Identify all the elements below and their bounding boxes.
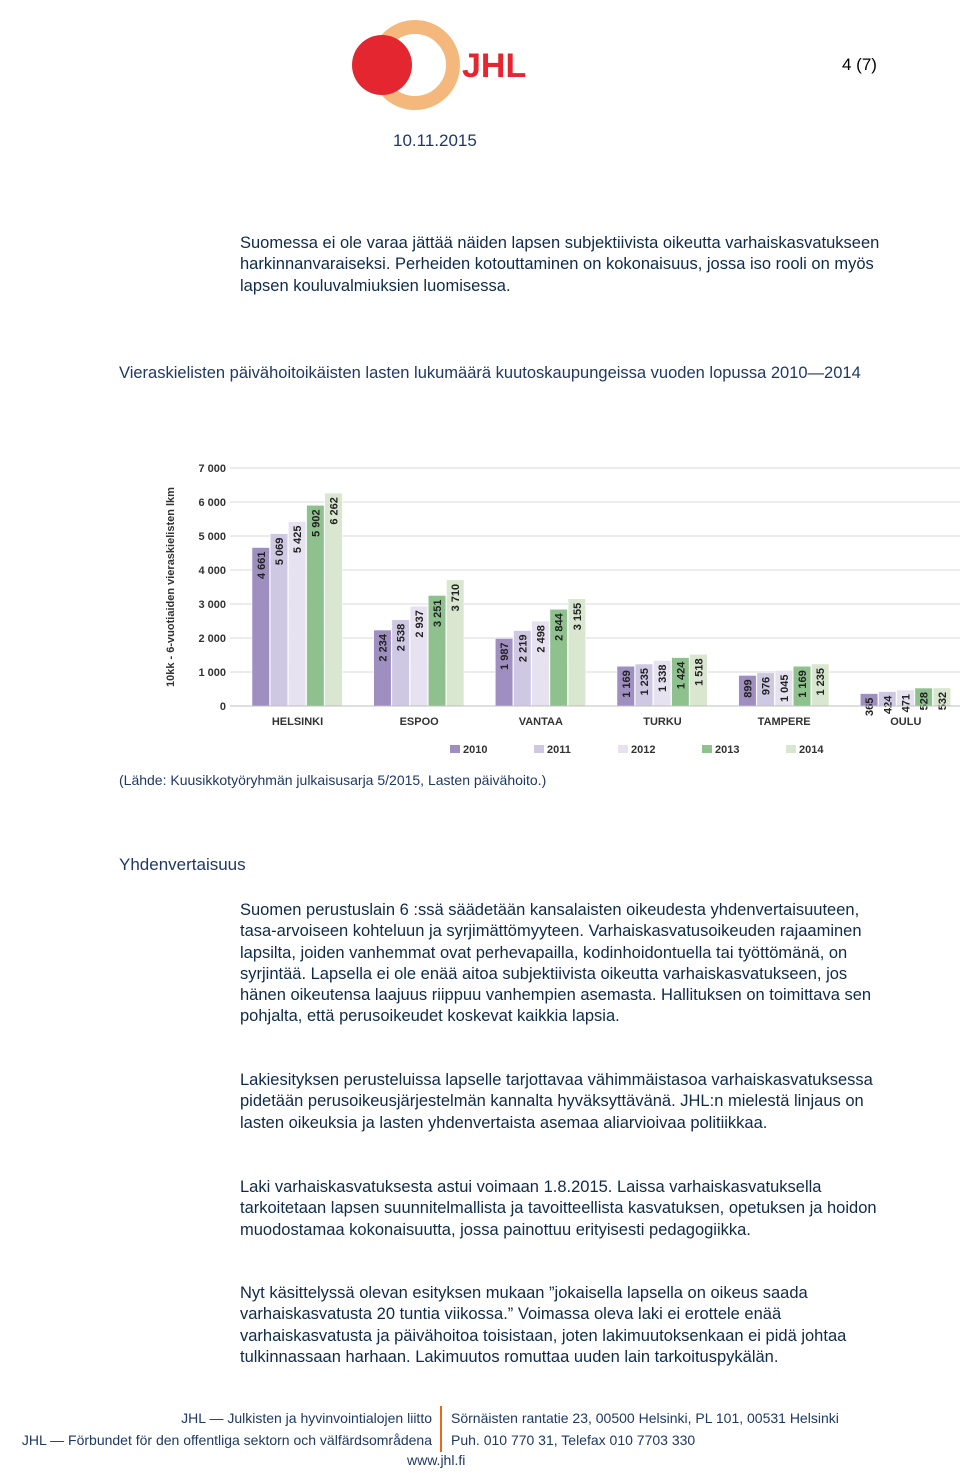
- document-date: 10.11.2015: [393, 131, 477, 150]
- figure-caption: Vieraskielisten päivähoitoikäisten lasten lukumäärä kuutoskaupungeissa vuoden lopussa 2010—2014: [119, 364, 861, 382]
- y-tick-label: 1 000: [198, 667, 226, 679]
- figure-source: (Lähde: Kuusikkotyöryhmän julkaisusarja 5/2015, Lasten päivähoito.): [119, 772, 547, 788]
- legend-label: 2014: [799, 744, 824, 756]
- section-paragraph-2: [240, 1070, 890, 1134]
- data-label: 1 169: [797, 670, 810, 698]
- data-label: 6 262: [328, 497, 341, 525]
- legend-swatch: [786, 745, 796, 753]
- data-label: 424: [882, 695, 895, 714]
- x-category-label: OULU: [890, 716, 922, 728]
- data-label: 3 710: [450, 583, 463, 612]
- y-tick-label: 6 000: [198, 497, 226, 509]
- jhl-logo: [340, 20, 540, 110]
- legend-swatch: [450, 745, 460, 753]
- section-paragraph-3: [240, 1177, 890, 1241]
- data-label: 1 987: [499, 642, 512, 670]
- legend-label: 2013: [715, 744, 740, 756]
- data-label: 3 155: [571, 602, 584, 631]
- intro-text: Suomessa ei ole varaa jättää näiden lapsen subjektiivista oikeutta varhaiskasvatukseen harkinnanvaraiseksi. Perheiden kotouttaminen on kokonaisuus, jossa iso rooli on myös lapsen kouluvalmiuksien luomisessa.: [240, 234, 880, 295]
- footer-website-link[interactable]: www.jhl.fi: [407, 1452, 466, 1468]
- footer-address: Sörnäisten rantatie 23, 00500 Helsinki, PL 101, 00531 Helsinki: [451, 1410, 839, 1426]
- data-label: 1 235: [815, 668, 828, 696]
- y-tick-label: 3 000: [198, 599, 226, 611]
- y-tick-label: 0: [219, 701, 226, 713]
- legend-label: 2010: [463, 744, 488, 756]
- paragraph-text: Lakiesityksen perusteluissa lapselle tarjottavaa vähimmäistasoa varhaiskasvatuksessa pidetään perusoikeusjärjestelmän kannalta hyväksyttävänä. JHL:n mielestä linjaus on lasten oikeuksia ja lasten yhdenvertaista asemaa aliarvioivaa politiikkaa.: [240, 1071, 873, 1132]
- data-label: 2 219: [517, 634, 530, 663]
- footer-org-sv: JHL — Förbundet för den offentliga sektorn och välfärdsområdena: [21, 1432, 432, 1448]
- legend-swatch: [534, 745, 544, 753]
- data-label: 2 498: [535, 625, 548, 653]
- y-tick-label: 4 000: [198, 565, 226, 577]
- x-category-label: TURKU: [643, 716, 682, 728]
- data-label: 1 338: [657, 664, 670, 693]
- data-label: 899: [742, 679, 755, 698]
- paragraph-text: Suomen perustuslain 6 :ssä säädetään kansalaisten oikeudesta yhdenvertaisuuteen, tasa-arvoiseen kohteluun ja syrjimättömyyteen. Varhaiskasvatusoikeuden rajaaminen lapsilta, joiden vanhemmat ovat perhevapailla, kodinhoidontuella tai työttömänä, on syrjintää. Lapsella ei ole enää aitoa subjektiivista oikeutta varhaiskasvatukseen, jos hänen oikeutensa laajuus riippuu vanhempien asemasta. Hallituksen on toimittava sen pohjalta, että perusoikeudet koskevat kaikkia lapsia.: [240, 901, 872, 1026]
- data-label: 471: [900, 693, 913, 713]
- legend-label: 2011: [547, 744, 571, 756]
- section-paragraph-4: [240, 1283, 890, 1368]
- data-label: 1 424: [675, 661, 688, 690]
- paragraph-text: Laki varhaiskasvatuksesta astui voimaan 1.8.2015. Laissa varhaiskasvatuksella tarkoitetaan lapsen suunnitelmallista ja tavoitteellista kasvatuksen, opetuksen ja hoidon muodostamaa kokonaisuutta, jossa painottuu erityisesti pedagogiikka.: [240, 1178, 877, 1239]
- x-category-label: VANTAA: [518, 716, 563, 728]
- bar-chart: [160, 455, 960, 765]
- data-label: 1 518: [693, 658, 706, 686]
- logo-text: JHL: [462, 47, 527, 85]
- intro-paragraph: [240, 233, 890, 297]
- y-axis-label: 10kk - 6-vuotiaiden vieraskielisten lkm: [165, 487, 177, 687]
- y-tick-label: 7 000: [198, 463, 226, 475]
- footer-phone: Puh. 010 770 31, Telefax 010 7703 330: [451, 1432, 696, 1448]
- y-tick-label: 2 000: [198, 633, 226, 645]
- section-title: Yhdenvertaisuus: [119, 855, 246, 874]
- data-label: 5 425: [292, 525, 305, 554]
- data-label: 2 844: [553, 613, 566, 641]
- data-label: 1 045: [778, 674, 791, 703]
- data-label: 1 235: [638, 668, 651, 696]
- paragraph-text: Nyt käsittelyssä olevan esityksen mukaan ”jokaisella lapsella on oikeus saada varhaiskasvatusta 20 tuntia viikossa.” Voimassa oleva laki ei erottele enää varhaiskasvatusta ja päivähoitoa toisistaan, joten lakimuutoksenkaan ei pidä johtaa tulkinnassaan harhaan. Lakimuutos romuttaa uuden lain tarkoituspykälän.: [240, 1284, 847, 1366]
- page-number: 4 (7): [842, 55, 877, 74]
- data-label: 4 661: [255, 551, 268, 580]
- legend-swatch: [702, 745, 712, 753]
- data-label: 5 902: [310, 509, 323, 537]
- footer-divider: [440, 1406, 442, 1452]
- data-label: 5 069: [273, 537, 286, 566]
- data-label: 2 538: [395, 623, 408, 652]
- x-category-label: ESPOO: [399, 716, 439, 728]
- y-tick-label: 5 000: [198, 531, 226, 543]
- data-label: 2 937: [413, 610, 426, 638]
- legend-swatch: [618, 745, 628, 753]
- x-category-label: HELSINKI: [271, 716, 324, 728]
- legend-label: 2012: [631, 744, 656, 756]
- data-label: 532: [936, 691, 949, 711]
- section-paragraph-1: [240, 900, 890, 1028]
- data-label: 365: [864, 697, 877, 716]
- x-category-label: TAMPERE: [757, 716, 811, 728]
- data-label: 3 251: [432, 599, 445, 627]
- data-label: 976: [760, 676, 773, 696]
- data-label: 528: [918, 692, 931, 711]
- data-label: 1 169: [620, 670, 633, 698]
- data-label: 2 234: [377, 634, 390, 662]
- footer-org-fi: JHL — Julkisten ja hyvinvointialojen liitto: [181, 1410, 432, 1426]
